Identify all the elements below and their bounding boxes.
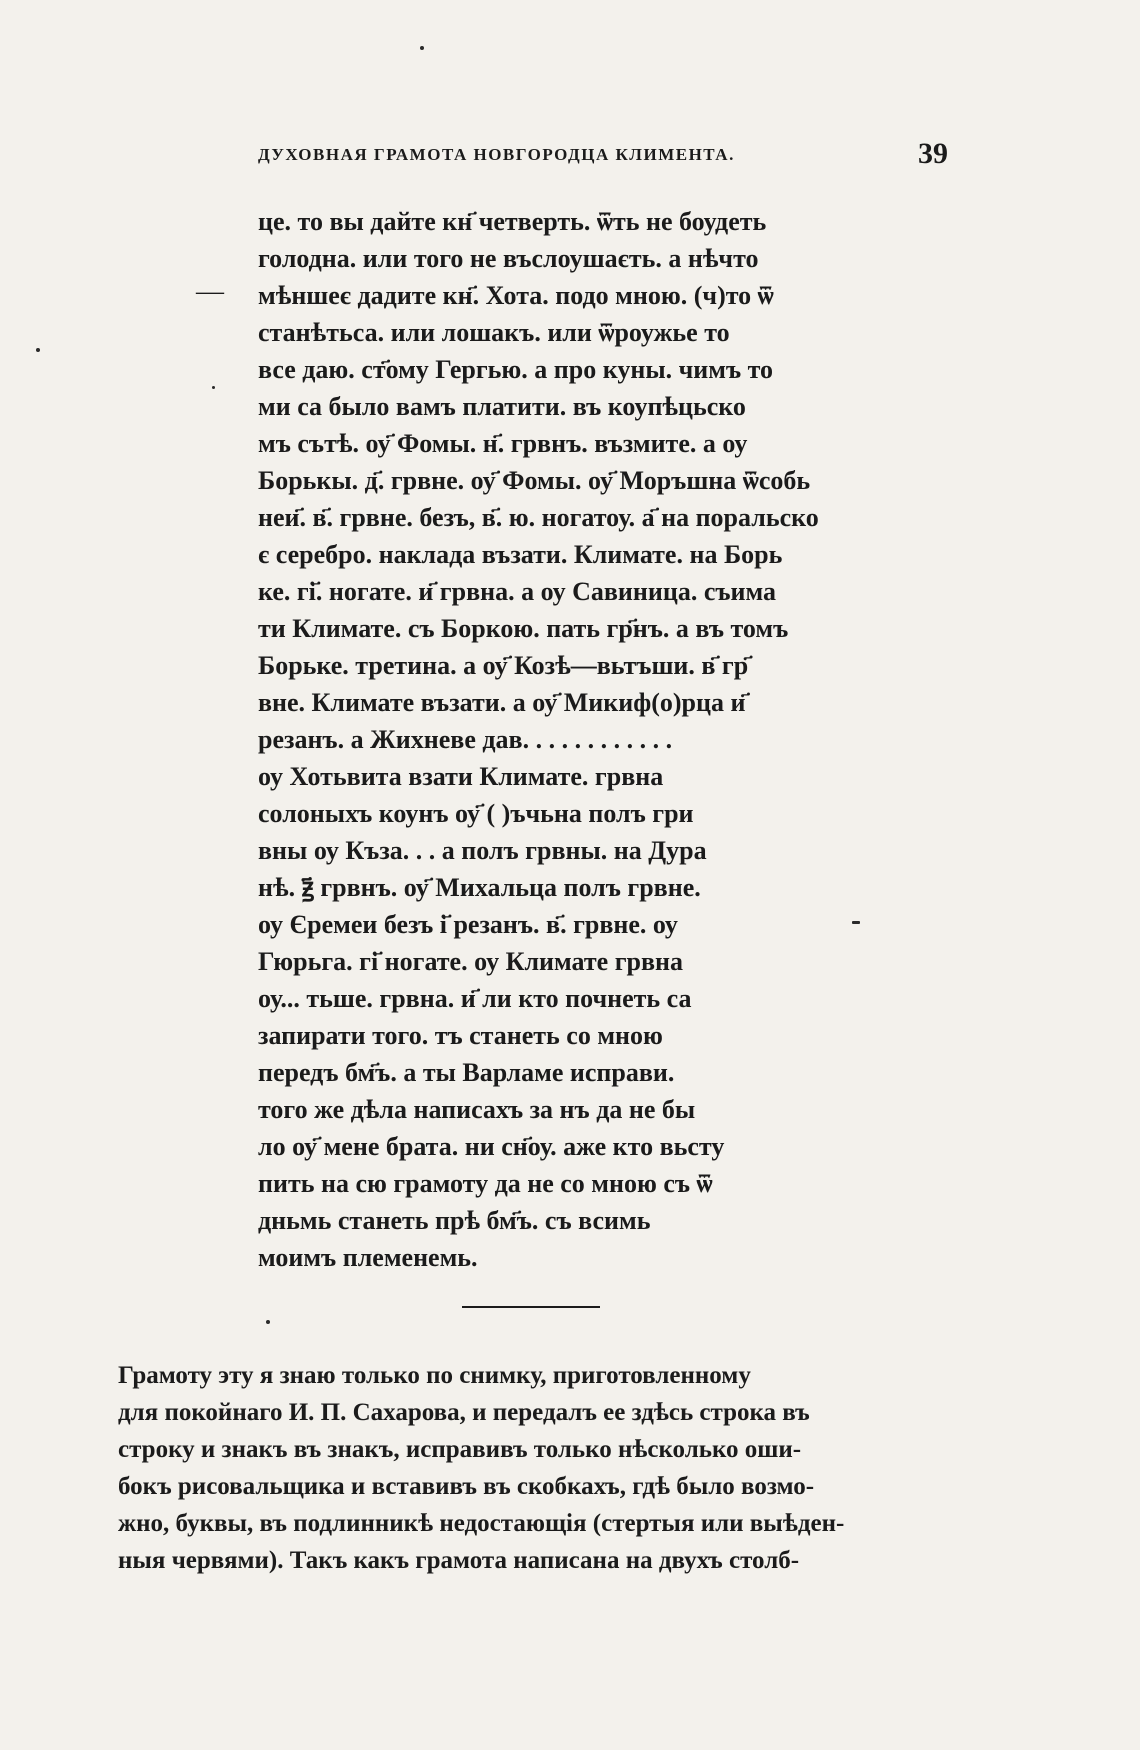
commentary-line: Грамоту эту я знаю только по снимку, приготовленному: [118, 1362, 751, 1389]
charter-line: оу Єремеи безъ і҃ резанъ. в҃. грвне. оу: [258, 910, 678, 939]
charter-line: солоныхъ коунъ оу҃ ( )ъчьна полъ гри: [258, 799, 694, 828]
print-speck: [212, 386, 215, 389]
margin-dash: —: [196, 276, 224, 307]
charter-line: ти Климате. съ Боркою. пать гр҃нъ. а въ томъ: [258, 614, 789, 643]
print-speck: [36, 348, 40, 352]
print-speck: [852, 921, 860, 924]
charter-line: неи҃. в҃. грвне. безъ, в҃. ю. ногатоу. а҃ на поральско: [258, 503, 819, 532]
charter-line: є серебро. наклада възати. Климате. на Борь: [258, 540, 783, 569]
print-speck: [420, 46, 424, 50]
commentary-line: жно, буквы, въ подлинникѣ недостающія (стертыя или выѣден-: [118, 1510, 845, 1537]
charter-line: мѣншеє дадите кн҃. Хота. подо мною. (ч)то ѿ: [258, 281, 774, 310]
charter-line: резанъ. а Жихневе дав. . . . . . . . . . . .: [258, 725, 673, 754]
commentary-line: строку и знакъ въ знакъ, исправивъ только нѣсколько оши-: [118, 1436, 802, 1463]
page-number: 39: [918, 137, 948, 170]
charter-line: вне. Климате възати. а оу҃ Микиф(о)рца и҃: [258, 688, 746, 717]
charter-line: оу... тьше. грвна. и҃ ли кто почнеть са: [258, 984, 692, 1013]
charter-line: оу Хотьвита взати Климате. грвна: [258, 762, 664, 791]
charter-line: ло оу҃ мене брата. ни сн҃оу. аже кто вьсту: [258, 1132, 725, 1161]
running-title: ДУХОВНАЯ ГРАМОТА НОВГОРОДЦА КЛИМЕНТА.: [258, 145, 735, 164]
charter-line: мъ сътѣ. оу҃ Фомы. н҃. грвнъ. възмите. а оу: [258, 429, 748, 458]
charter-line: ми са было вамъ платити. въ коупѣцьско: [258, 392, 746, 421]
charter-line: Борькы. д҃. грвне. оу҃ Фомы. оу҃ Моръшна ѿсобь: [258, 466, 811, 495]
charter-line: це. то вы дайте кн҃ четверть. ѿть не боудеть: [258, 207, 767, 236]
charter-line: все даю. ст҃ому Гергью. а про куны. чимъ то: [258, 355, 774, 384]
charter-line: ке. гі҃. ногате. и҃ грвна. а оу Савиница. съима: [258, 577, 777, 606]
charter-line: Борьке. третина. а оу҃ Козѣ—вьтъши. в҃ гр҃: [258, 651, 749, 680]
commentary-paragraph: [118, 1357, 950, 1579]
charter-line: того же дѣла написахъ за нъ да не бы: [258, 1095, 696, 1124]
charter-line: Гюрьга. гі҃ ногате. оу Климате грвна: [258, 947, 683, 976]
charter-line: запирати того. тъ станеть со мною: [258, 1021, 663, 1050]
charter-line: пить на сю грамоту да не со мною съ ѿ: [258, 1169, 713, 1198]
charter-line: дньмь станеть прѣ бм҃ъ. съ всимь: [258, 1206, 651, 1235]
print-speck: [266, 1320, 270, 1324]
charter-line: голодна. или того не въслоушаєть. а нѣчто: [258, 244, 759, 273]
charter-text: [258, 203, 958, 1276]
charter-line: передъ бм҃ъ. а ты Варламе исправи.: [258, 1058, 675, 1087]
charter-line: вны оу Къза. . . а полъ грвны. на Дура: [258, 836, 707, 865]
commentary-line: для покойнаго И. П. Сахарова, и передалъ ее здѣсь строка въ: [118, 1399, 810, 1426]
running-head: [258, 137, 948, 177]
charter-line: моимъ племенемь.: [258, 1243, 478, 1272]
section-divider: [462, 1306, 600, 1308]
commentary-line: бокъ рисовальщика и вставивъ въ скобкахъ, гдѣ было возмо-: [118, 1473, 815, 1500]
commentary-line: ныя червями). Такъ какъ грамота написана на двухъ столб-: [118, 1547, 800, 1574]
charter-line: нѣ. ꙃ҃ грвнъ. оу҃ Михальца полъ грвне.: [258, 873, 701, 902]
charter-line: станѣтьса. или лошакъ. или ѿроужье то: [258, 318, 730, 347]
